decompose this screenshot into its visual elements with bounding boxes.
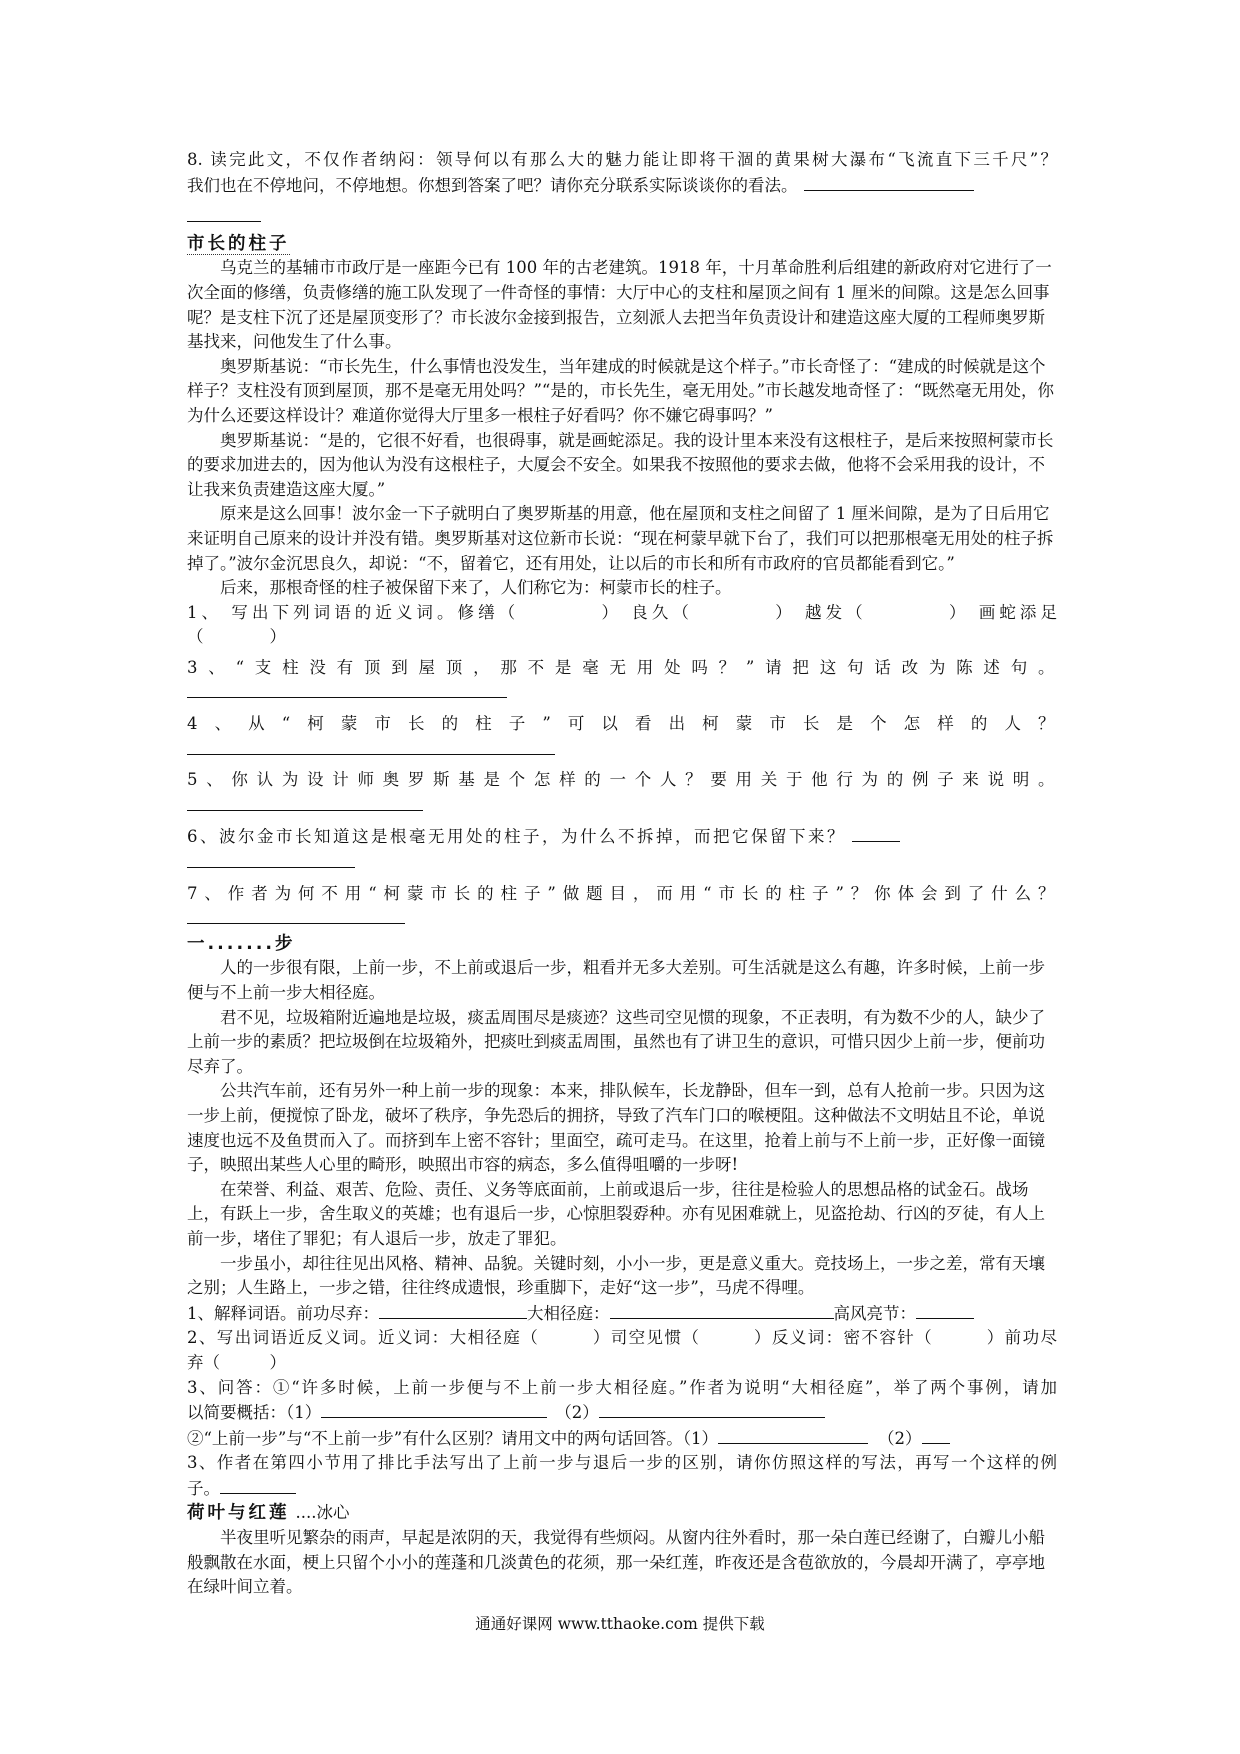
story2-question-3d-label: ②“上前一步”与“不上前一步”有什么区别？请用文中的两句话回答。（1）	[187, 1428, 718, 1448]
story2-para-2: 君不见，垃圾箱附近遍地是垃圾，痰盂周围尽是痰迹？这些司空见惯的现象，不正表明，有为数不少的人，缺少了上前一步的素质？把垃圾倒在垃圾箱外，把痰吐到痰盂周围，虽然也有了讲卫生的意识，可惜只因少上前一步，便前功尽弃了。	[187, 1007, 1045, 1076]
story2-para-1: 人的一步很有限，上前一步，不上前或退后一步，粗看并无多大差别。可生活就是这么有趣，许多时候，上前一步便与不上前一步大相径庭。	[187, 958, 1045, 1002]
story2-question-3a: 3、问答：①“许多时候，上前一步便与不上前一步大相径庭。”作者为说明“大相径庭”，举了两个事例，请加	[187, 1377, 1057, 1397]
story2-question-3c-label: （2）	[555, 1403, 599, 1423]
page-footer: 通通好课网 www.tthaoke.com 提供下载	[475, 1615, 765, 1633]
story2-para-5: 一步虽小，却往往见出风格、精神、品貌。关键时刻，小小一步，更是意义重大。竞技场上，一步之差，常有天壤之别；人生路上，一步之错，往往终成遗恨，珍重脚下，走好“这一步”，马虎不得哩。	[187, 1253, 1045, 1298]
answer-blank[interactable]	[321, 1400, 547, 1418]
story2-question-4a: 3、作者在第四小节用了排比手法写出了上前一步与退后一步的区别，请你仿照这样的写法，再写一个这样的例	[187, 1453, 1057, 1473]
answer-blank[interactable]	[220, 1476, 296, 1494]
story1-para-5: 后来，那根奇怪的柱子被保留下来了，人们称它为：柯蒙市长的柱子。	[220, 578, 732, 598]
story2-question-3b-label: 以简要概括：（1）	[187, 1403, 322, 1423]
story1-question-6-text: 6、波尔金市长知道这是根毫无用处的柱子，为什么不拆掉，而把它保留下来？	[187, 827, 846, 847]
story3-para-1: 半夜里听见繁杂的雨声，早起是浓阴的天，我觉得有些烦闷。从窗内往外看时，那一朵白莲已经谢了，白瓣儿小船般飘散在水面，梗上只留个小小的莲蓬和几淡黄色的花须，那一朵红莲，昨夜还是含苞欲放的，今晨却开满了，亭亭地在绿叶间立着。	[187, 1528, 1045, 1597]
story1-question-6-blank-line	[187, 850, 1057, 876]
worksheet-page	[187, 148, 1057, 1600]
story1-question-1: 1、 写出下列词语的近义词。修缮（ ） 良久（ ） 越发（ ） 画蛇添足	[187, 602, 1057, 622]
answer-blank[interactable]	[379, 1301, 527, 1319]
story3-author: 冰心	[316, 1503, 350, 1523]
story2-question-1	[187, 1301, 1057, 1327]
story1-question-7: 7、作者为何不用“柯蒙市长的柱子”做题目，而用“市长的柱子”？你体会到了什么？	[187, 883, 1057, 903]
answer-blank[interactable]	[187, 850, 355, 868]
story2-para-4: 在荣誉、利益、艰苦、危险、责任、义务等底面前，上前或退后一步，往往是检验人的思想品格的试金石。战场上，有跃上一步，舍生取义的英雄；也有退后一步，心惊胆裂孬种。亦有见困难就上，见盗抢劫、行凶的歹徒，有人上前一步，堵住了罪犯；有人退后一步，放走了罪犯。	[187, 1179, 1045, 1248]
story1-para-4: 原来是这么回事！波尔金一下子就明白了奥罗斯基的用意，他在屋顶和支柱之间留了 1 厘米间隙，是为了日后用它来证明自己原来的设计并没有错。奥罗斯基对这位新市长说：“现在柯蒙早就下台了，我们可以把那根毫无用处的柱子拆掉了。”波尔金沉思良久，却说：“不，留着它，还有用处，让以后的市长和所有市政府的官员都能看到它。”	[187, 504, 1054, 573]
story1-question-5: 5、你认为设计师奥罗斯基是个怎样的一个人？要用关于他行为的例子来说明。	[187, 770, 1057, 790]
story1-question-4-blank-line	[187, 737, 1057, 763]
story3-title: 荷叶与红莲	[187, 1503, 290, 1524]
answer-blank[interactable]	[922, 1426, 950, 1444]
answer-blank[interactable]	[916, 1301, 974, 1319]
story2-question-4b-label: 子。	[187, 1478, 220, 1498]
answer-blank[interactable]	[187, 737, 555, 755]
story2-question-3e-label: （2）	[878, 1428, 922, 1448]
story2-question-3d	[187, 1426, 1057, 1452]
q8-line1: 8. 读完此文，不仅作者纳闷：领导何以有那么大的魅力能让即将干涸的黄果树大瀑布“飞流直下三千尺”？	[187, 150, 1057, 169]
story2-question-2: 2、写出词语近反义词。近义词：大相径庭（ ）司空见惯（ ）反义词：密不容针（ ）前功尽	[187, 1328, 1057, 1348]
answer-blank[interactable]	[187, 204, 261, 222]
story1-title-text: 市长的柱子	[187, 233, 290, 254]
story3-heading	[187, 1501, 1057, 1526]
story2-question-3b	[187, 1400, 1057, 1426]
answer-blank[interactable]	[610, 1301, 834, 1319]
answer-blank[interactable]	[187, 906, 405, 924]
answer-blank[interactable]	[718, 1426, 868, 1444]
story1-question-6	[187, 824, 1057, 850]
story2-question-1-label-c: 高风亮节：	[833, 1303, 916, 1323]
story2-question-2b: 弃（ ）	[187, 1352, 286, 1372]
q8-answer-line	[187, 204, 1057, 230]
story1-question-1b: （ ）	[187, 627, 286, 647]
story2-question-4b	[187, 1476, 1057, 1502]
story3-author-prefix: ....	[295, 1503, 317, 1523]
story1-question-4: 4、从“柯蒙市长的柱子”可以看出柯蒙市长是个怎样的人？	[187, 714, 1057, 734]
story1-question-7-blank-line	[187, 906, 1057, 932]
story2-question-1-label-a: 1、解释词语。前功尽弃：	[187, 1303, 379, 1323]
answer-blank[interactable]	[599, 1400, 825, 1418]
answer-blank[interactable]	[187, 793, 423, 811]
answer-blank[interactable]	[804, 173, 974, 191]
q8-line2	[187, 173, 1057, 199]
story2-para-3: 公共汽车前，还有另外一种上前一步的现象：本来，排队候车，长龙静卧，但车一到，总有人抢前一步。只因为这一步上前，便搅惊了卧龙，破坏了秩序，争先恐后的拥挤，导致了汽车门口的喉梗阻。这种做法不文明姑且不论，单说速度也远不及鱼贯而入了。而挤到车上密不容针；里面空，疏可走马。在这里，抢着上前与不上前一步，正好像一面镜子，映照出某些人心里的畸形，映照出市容的病态，多么值得咀嚼的一步呀!	[187, 1081, 1045, 1175]
story1-question-5-blank-line	[187, 793, 1057, 819]
q8-line2-text: 我们也在不停地问，不停地想。你想到答案了吧？请你充分联系实际谈谈你的看法。	[187, 175, 798, 195]
story2-title: 一.......步	[187, 933, 296, 954]
story1-title	[187, 232, 1057, 257]
story2-question-1-label-b: 大相径庭：	[527, 1303, 610, 1323]
story1-question-3-blank-line	[187, 680, 1057, 706]
answer-blank[interactable]	[852, 824, 900, 842]
story1-question-3: 3、“支柱没有顶到屋顶，那不是毫无用处吗？”请把这句话改为陈述句。	[187, 657, 1057, 677]
answer-blank[interactable]	[187, 680, 507, 698]
story1-para-3: 奥罗斯基说：“是的，它很不好看，也很碍事，就是画蛇添足。我的设计里本来没有这根柱子，是后来按照柯蒙市长的要求加进去的，因为他认为没有这根柱子，大厦会不安全。如果我不按照他的要求去做，他将不会采用我的设计，不让我来负责建造这座大厦。”	[187, 430, 1054, 499]
story1-para-1: 乌克兰的基辅市市政厅是一座距今已有 100 年的古老建筑。1918 年，十月革命胜利后组建的新政府对它进行了一次全面的修缮，负责修缮的施工队发现了一件奇怪的事情：大厅中心的支柱和屋顶之间有 1 厘米的间隙。这是怎么回事呢？是支柱下沉了还是屋顶变形了？市长波尔金接到报告，立刻派人去把当年负责设计和建造这座大厦的工程师奥罗斯基找来，问他发生了什么事。	[187, 258, 1052, 352]
story1-para-2: 奥罗斯基说：“市长先生，什么事情也没发生，当年建成的时候就是这个样子。”市长奇怪了：“建成的时候就是这个样子？支柱没有顶到屋顶，那不是毫无用处吗？”“是的，市长先生，毫无用处。”市长越发地奇怪了：“既然毫无用处，你为什么还要这样设计？难道你觉得大厅里多一根柱子好看吗？你不嫌它碍事吗？”	[187, 356, 1054, 425]
